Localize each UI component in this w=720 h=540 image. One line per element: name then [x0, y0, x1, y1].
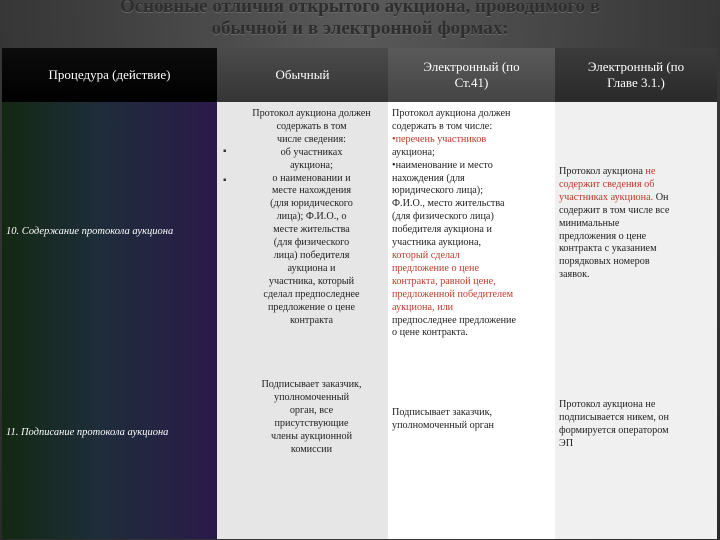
- electronic-41-cell: [388, 102, 555, 369]
- text-line: участника аукциона,: [392, 237, 482, 249]
- text-line: числе сведения:: [276, 133, 347, 145]
- electronic-41-text: [388, 102, 555, 344]
- text-line: победителя аукциона и: [392, 224, 492, 236]
- text-line: члены аукционной: [270, 430, 353, 442]
- text-line: Протокол аукциона должен: [392, 108, 511, 119]
- title-line-2: обычной и в электронной формах:: [211, 18, 509, 39]
- text-segment: содержит в том числе все: [559, 204, 670, 216]
- electronic-31-cell: [555, 102, 717, 369]
- text-line: участника, который: [268, 275, 355, 287]
- text-line: [559, 179, 713, 192]
- text-line: предпоследнее предложение: [392, 314, 517, 326]
- header-electronic-41: Электронный (по Ст.41): [388, 48, 555, 102]
- table-row: [2, 369, 717, 539]
- text-line: уполномоченный: [273, 391, 350, 403]
- procedure-label: 10. Содержание протокола аукциона: [6, 226, 174, 237]
- text-segment: содержит сведения об: [559, 178, 655, 190]
- text-line: [559, 192, 713, 205]
- text-line: (для юридического: [270, 198, 353, 210]
- text-line: присутствующие: [274, 417, 349, 429]
- regular-cell: [217, 102, 388, 369]
- text-line: [559, 243, 713, 256]
- text-line: аукциона;: [290, 159, 333, 171]
- regular-text: [217, 102, 388, 331]
- text-line: лица) победителя: [273, 249, 350, 261]
- header-procedure: Процедура (действие): [2, 48, 217, 102]
- header-row: [2, 48, 717, 102]
- text-line: •перечень участников: [392, 133, 487, 145]
- header-regular: Обычный: [217, 48, 388, 102]
- text-line: [559, 231, 713, 244]
- text-segment: участниках аукциона.: [559, 191, 656, 203]
- electronic-41-cell: [388, 369, 555, 539]
- text-line: Ф.И.О., место жительства: [392, 198, 505, 210]
- text-segment: заявок.: [559, 269, 590, 281]
- regular-text: [217, 369, 388, 460]
- table-row: [2, 102, 717, 369]
- header-electronic-31: Электронный (по Главе 3.1.): [555, 48, 717, 102]
- text-line: Подписывает заказчик,: [261, 379, 362, 390]
- text-line: содержать в том: [276, 120, 347, 132]
- text-segment: Протокол аукциона: [559, 166, 646, 177]
- text-segment: контракта с указанием: [559, 243, 657, 255]
- procedure-label: 11. Подписание протокола аукциона: [6, 427, 169, 438]
- text-line: о цене контракта.: [392, 327, 468, 339]
- text-line: (для физического: [273, 237, 350, 249]
- text-line: содержать в том числе:: [392, 120, 493, 132]
- text-segment: порядковых номеров: [559, 256, 650, 268]
- text-line: Протокол аукциона не: [559, 399, 656, 410]
- bullet-icon: ▪: [223, 175, 227, 186]
- text-line: контракта, равной цене,: [392, 275, 496, 287]
- text-line: предложенной победителем: [392, 288, 514, 300]
- text-segment: предложения о цене: [559, 230, 647, 242]
- text-line: [559, 256, 713, 269]
- text-line: уполномоченный орган: [392, 419, 494, 431]
- text-segment: минимальные: [559, 217, 620, 229]
- text-line: аукциона и: [287, 262, 336, 274]
- text-line: который сделал: [392, 249, 460, 261]
- electronic-31-cell: [555, 369, 717, 539]
- slide-title: [0, 0, 720, 40]
- text-line: Протокол аукциона должен: [252, 108, 371, 119]
- text-line: о наименовании и: [272, 172, 351, 184]
- text-line: предложение о цене: [392, 262, 480, 274]
- procedure-cell: [2, 369, 217, 539]
- text-line: (для физического лица): [392, 211, 494, 223]
- text-line: орган, все: [289, 404, 334, 416]
- comparison-table: [2, 48, 717, 539]
- text-line: [559, 218, 713, 231]
- text-line: контракта: [289, 314, 334, 326]
- text-line: •наименование и место: [392, 159, 493, 171]
- electronic-31-text: [555, 369, 717, 455]
- text-line: комиссии: [290, 443, 333, 455]
- text-line: сделал предпоследнее: [263, 288, 360, 300]
- text-line: Подписывает заказчик,: [392, 407, 493, 418]
- text-line: месте жительства: [273, 224, 350, 236]
- text-line: [559, 269, 713, 282]
- text-line: юридического лица);: [392, 185, 484, 197]
- title-line-1: Основные отличия открытого аукциона, проводимого в: [119, 0, 601, 17]
- procedure-cell: [2, 102, 217, 369]
- text-line: формируется оператором: [559, 424, 669, 436]
- electronic-41-text: [388, 369, 555, 437]
- regular-cell: [217, 369, 388, 539]
- text-line: месте нахождения: [271, 185, 352, 197]
- text-line: [559, 205, 713, 218]
- text-line: подписывается никем, он: [559, 411, 669, 423]
- text-line: аукциона, или: [392, 301, 454, 313]
- bullet-icon: ▪: [223, 146, 227, 157]
- text-segment: Он: [655, 191, 669, 203]
- text-line: ЭП: [559, 437, 574, 449]
- text-line: [559, 166, 713, 179]
- text-line: нахождения (для: [392, 172, 465, 184]
- electronic-31-text: [555, 102, 717, 286]
- text-line: предложение о цене: [267, 301, 356, 313]
- text-line: аукциона;: [392, 146, 435, 158]
- text-segment: не: [645, 166, 656, 177]
- text-line: лица); Ф.И.О., о: [276, 211, 347, 223]
- text-line: об участниках: [280, 146, 343, 158]
